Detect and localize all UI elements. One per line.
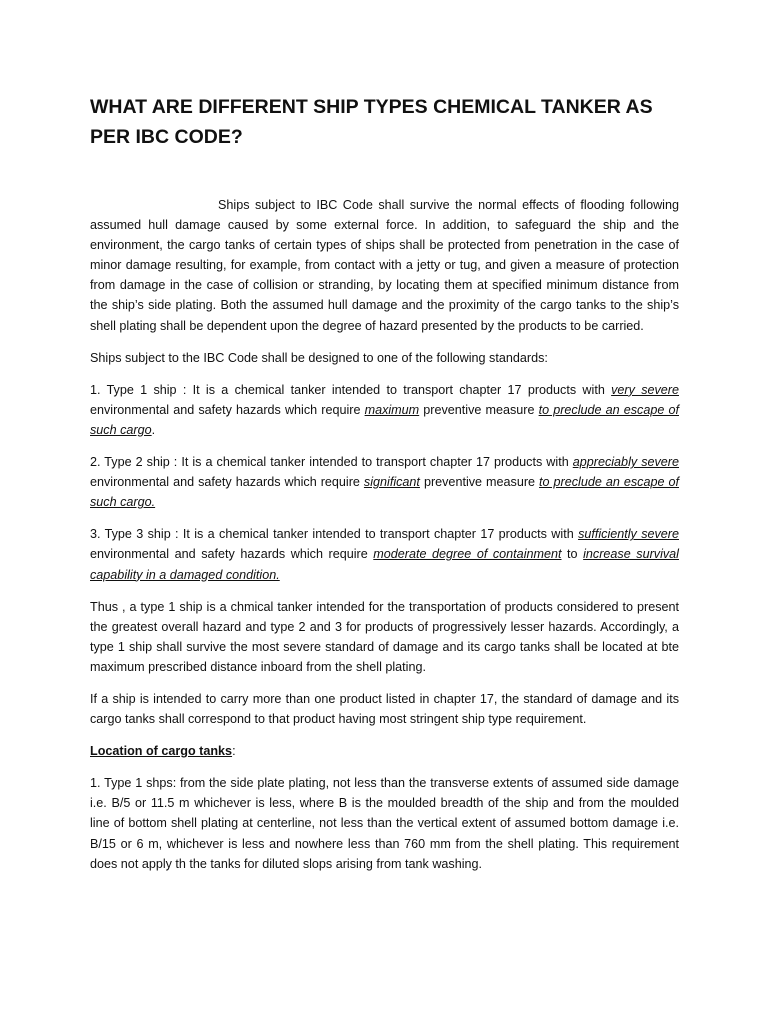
type-1-lead: 1. Type 1 ship : It is a chemical tanker intended to transport chapter 17 products with (90, 382, 612, 397)
page-title: WHAT ARE DIFFERENT SHIP TYPES CHEMICAL TANKER AS PER IBC CODE? (90, 96, 653, 148)
intro-paragraph (90, 195, 679, 336)
multi-product-paragraph: If a ship is intended to carry more than one product listed in chapter 17, the standard of damage and its cargo tanks shall correspond to that product having most stringent ship type requirement. (90, 691, 679, 727)
type-3-paragraph (90, 524, 679, 584)
type-2-purpose: to preclude an escape of such cargo. (90, 475, 679, 510)
location-heading: Location of cargo tanks (90, 744, 233, 759)
type-2-lead: 2. Type 2 ship : It is a chemical tanker intended to transport chapter 17 products with (90, 455, 573, 470)
type-3-mid2: to (561, 547, 584, 562)
type-2-severity: appreciably severe (572, 455, 679, 470)
standards-intro-paragraph: Ships subject to the IBC Code shall be designed to one of the following standards: (90, 350, 548, 365)
type-1-paragraph (90, 380, 679, 440)
type-3-purpose: increase survival capability in a damaged condition. (90, 547, 679, 582)
type-2-mid1: environmental and safety hazards which require (90, 475, 364, 490)
type-2-measure: significant (363, 475, 420, 490)
type-1-mid1: environmental and safety hazards which require (90, 402, 365, 417)
type-1-measure: maximum (364, 402, 420, 417)
type-3-measure: moderate degree of containment (373, 547, 562, 562)
type-2-paragraph (90, 452, 679, 512)
location-type1-paragraph: 1. Type 1 shps: from the side plate plating, not less than the transverse extents of assumed side damage i.e. B/5 or 11.5 m whichever is less, where B is the moulded breadth of the ship and from the moulded line of bottom shell plating at centerline, not less than the vertical extent of assumed bottom damage i.e. B/15 or 6 m, whichever is less and nowhere less than 760 mm from the shell plating. This requirement does not apply th the tanks for diluted slops arising from tank washing. (90, 776, 679, 871)
thus-paragraph: Thus , a type 1 ship is a chmical tanker intended for the transportation of products considered to present the greatest overall hazard and type 2 and 3 for products of progressively lesser hazards. Accordingly, a type 1 ship shall survive the most severe standard of damage and its cargo tanks shall be located at bte maximum prescribed distance inboard from the shell plating. (90, 599, 679, 674)
type-3-mid1: environmental and safety hazards which require (90, 547, 374, 562)
type-1-purpose: to preclude an escape of such cargo (90, 402, 679, 437)
type-3-lead: 3. Type 3 ship : It is a chemical tanker intended to transport chapter 17 products with (90, 527, 579, 542)
type-3-severity: sufficiently severe (578, 527, 679, 542)
intro-text: Ships subject to IBC Code shall survive the normal effects of flooding following assumed hull damage caused by some external force. In addition, to safeguard the ship and the environment, the cargo tanks of certain types of ships shall be protected from penetration in the case of minor damage resulting, for example, from contact with a jetty or tug, and given a measure of protection from damage in the case of collision or stranding, by locating them at specified minimum distance from the ship’s side plating. Both the assumed hull damage and the proximity of the cargo tanks to the ship’s shell plating shall be dependent upon the degree of hazard presented by the products to be carried. (90, 198, 679, 333)
document-body (90, 195, 679, 886)
type-1-severity: very severe (611, 382, 679, 397)
location-heading-paragraph (90, 741, 679, 761)
type-1-mid2: preventive measure (419, 402, 539, 417)
location-colon: : (232, 744, 236, 759)
type-1-end: . (151, 422, 156, 437)
type-2-mid2: preventive measure (419, 475, 540, 490)
